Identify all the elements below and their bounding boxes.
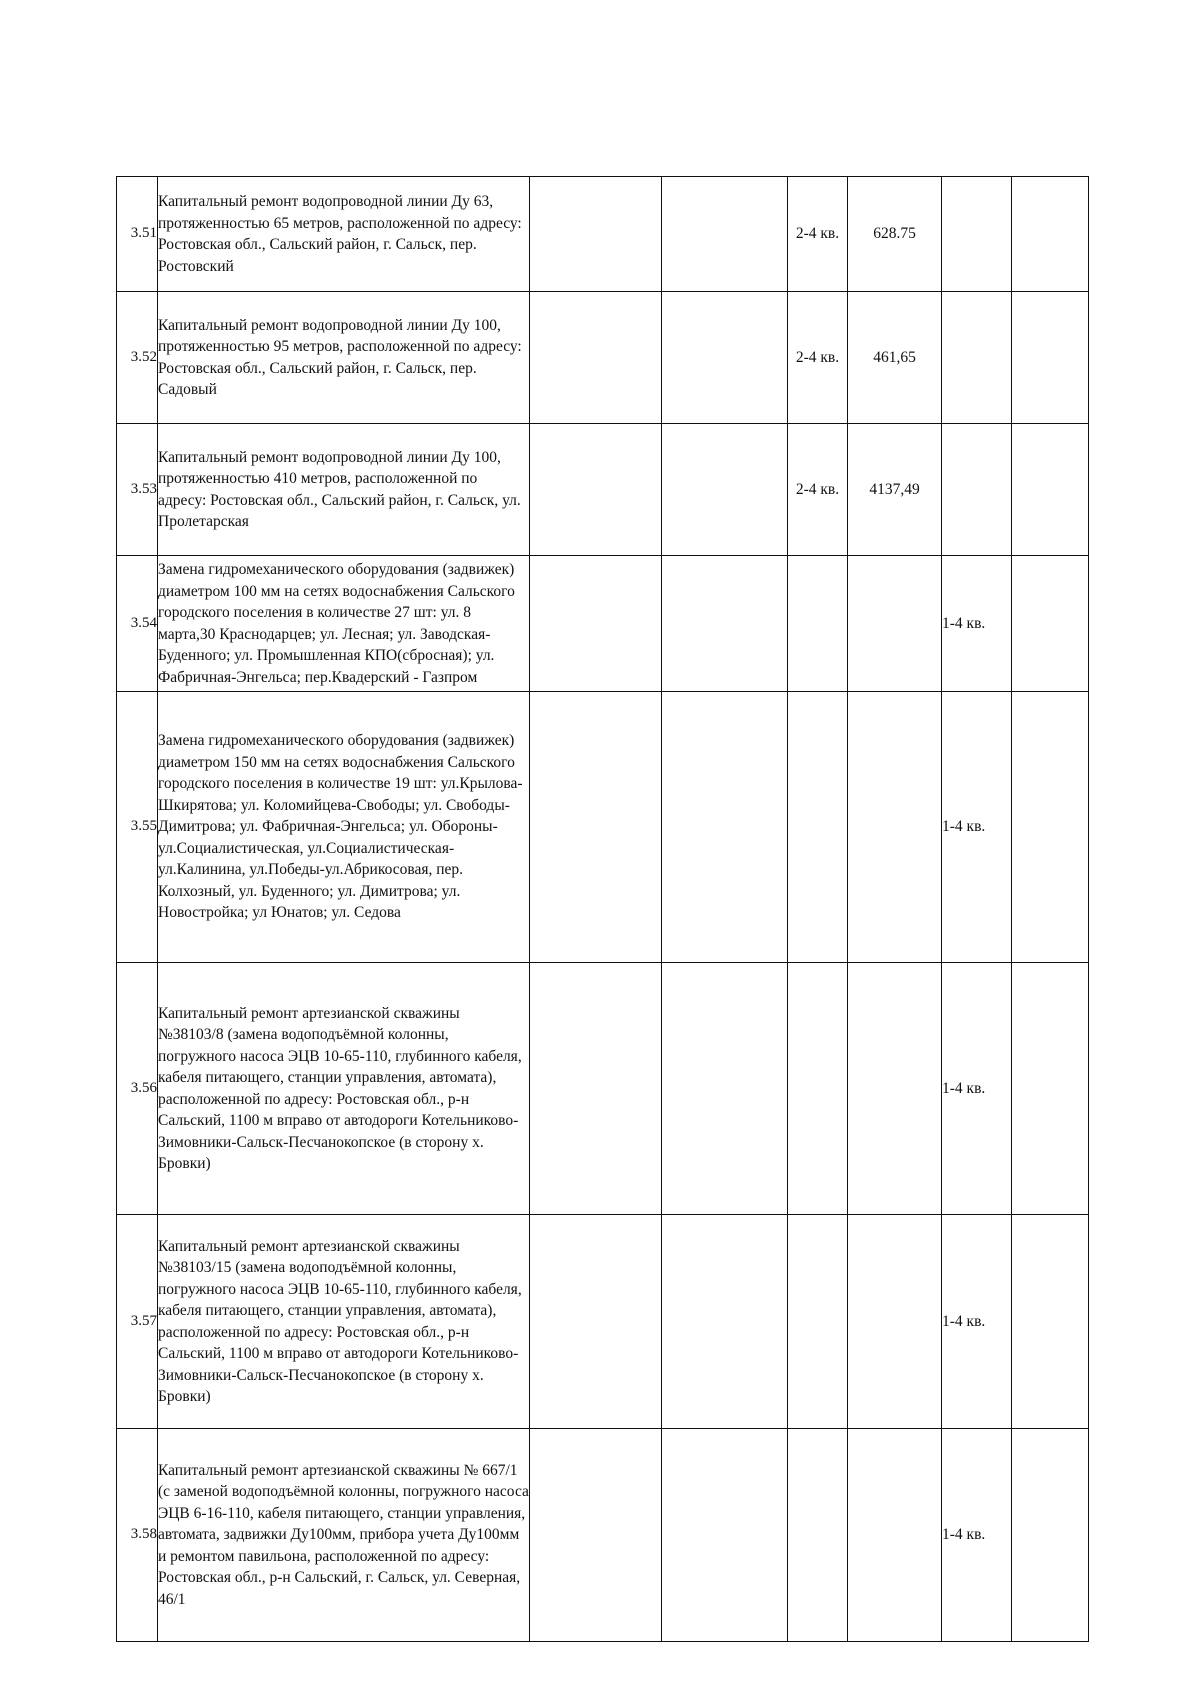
empty-cell bbox=[530, 556, 662, 692]
empty-cell bbox=[530, 1215, 662, 1429]
row-number: 3.54 bbox=[117, 556, 158, 692]
period2-cell: 1-4 кв. bbox=[942, 1429, 1012, 1642]
empty-cell bbox=[662, 556, 788, 692]
row-number: 3.53 bbox=[117, 424, 158, 556]
empty-cell bbox=[1012, 692, 1089, 963]
empty-cell bbox=[1012, 292, 1089, 424]
row-number: 3.56 bbox=[117, 963, 158, 1215]
amount-cell: 461,65 bbox=[848, 292, 942, 424]
work-description-cell bbox=[158, 556, 530, 692]
period-cell: 2-4 кв. bbox=[788, 177, 848, 292]
empty-cell bbox=[1012, 963, 1089, 1215]
empty-cell bbox=[530, 177, 662, 292]
row-number: 3.51 bbox=[117, 177, 158, 292]
empty-cell bbox=[530, 963, 662, 1215]
table-row bbox=[117, 424, 1089, 556]
period-cell bbox=[788, 1429, 848, 1642]
clipped-text-wrapper bbox=[158, 557, 529, 691]
empty-cell bbox=[1012, 177, 1089, 292]
amount-cell: 4137,49 bbox=[848, 424, 942, 556]
empty-cell bbox=[530, 692, 662, 963]
work-description: Капитальный ремонт артезианской скважины №38103/15 (замена водоподъёмной колонны, погружного насоса ЭЦВ 10-65-110, глубинного кабеля, кабеля питающего, станции управления, автомата), расположенной по адресу: Ростовская обл., р-н Сальский, 1100 м вправо от автодороги Котельниково-Зимовники-Сальск-Песчанокопское (в сторону х. Бровки) bbox=[158, 1215, 530, 1429]
amount-cell: 628.75 bbox=[848, 177, 942, 292]
empty-cell bbox=[662, 177, 788, 292]
work-description: Замена гидромеханического оборудования (задвижек) диаметром 100 мм на сетях водоснабжения Сальского городского поселения в количестве 27 шт: ул. 8 марта,30 Краснодарцев; ул. Лесная; ул. Заводская-Буденного; ул. Промышленная КПО(сбросная); ул. Фабричная-Энгельса; пер.Квадерский - Газпром bbox=[158, 561, 515, 686]
amount-cell bbox=[848, 692, 942, 963]
period2-cell: 1-4 кв. bbox=[942, 1215, 1012, 1429]
table-row bbox=[117, 177, 1089, 292]
empty-cell bbox=[1012, 1215, 1089, 1429]
row-number: 3.52 bbox=[117, 292, 158, 424]
period2-cell bbox=[942, 177, 1012, 292]
period-cell: 2-4 кв. bbox=[788, 292, 848, 424]
period2-cell: 1-4 кв. bbox=[942, 692, 1012, 963]
work-description: Капитальный ремонт артезианской скважины № 667/1 (с заменой водоподъёмной колонны, погружного насоса ЭЦВ 6-16-110, кабеля питающего, станции управления, автомата, задвижки Ду100мм, прибора учета Ду100мм и ремонтом павильона, расположенной по адресу: Ростовская обл., р-н Сальский, г. Сальск, ул. Северная, 46/1 bbox=[158, 1429, 530, 1642]
amount-cell bbox=[848, 1215, 942, 1429]
work-description: Капитальный ремонт водопроводной линии Ду 63, протяженностью 65 метров, расположенной по адресу: Ростовская обл., Сальский район, г. Сальск, пер. Ростовский bbox=[158, 177, 530, 292]
empty-cell bbox=[662, 1429, 788, 1642]
table-row bbox=[117, 1429, 1089, 1642]
amount-cell bbox=[848, 1429, 942, 1642]
row-number: 3.57 bbox=[117, 1215, 158, 1429]
period-cell bbox=[788, 1215, 848, 1429]
table-row bbox=[117, 963, 1089, 1215]
empty-cell bbox=[662, 692, 788, 963]
empty-cell bbox=[530, 424, 662, 556]
empty-cell bbox=[1012, 424, 1089, 556]
work-description: Капитальный ремонт водопроводной линии Ду 100, протяженностью 95 метров, расположенной по адресу: Ростовская обл., Сальский район, г. Сальск, пер. Садовый bbox=[158, 292, 530, 424]
empty-cell bbox=[662, 1215, 788, 1429]
period2-cell: 1-4 кв. bbox=[942, 556, 1012, 692]
period2-cell bbox=[942, 424, 1012, 556]
period-cell: 2-4 кв. bbox=[788, 424, 848, 556]
table-row bbox=[117, 556, 1089, 692]
period-cell bbox=[788, 963, 848, 1215]
table-row bbox=[117, 692, 1089, 963]
amount-cell bbox=[848, 556, 942, 692]
row-number: 3.58 bbox=[117, 1429, 158, 1642]
period-cell bbox=[788, 692, 848, 963]
period2-cell: 1-4 кв. bbox=[942, 963, 1012, 1215]
table-row bbox=[117, 292, 1089, 424]
period-cell bbox=[788, 556, 848, 692]
empty-cell bbox=[1012, 1429, 1089, 1642]
period2-cell bbox=[942, 292, 1012, 424]
empty-cell bbox=[530, 1429, 662, 1642]
amount-cell bbox=[848, 963, 942, 1215]
empty-cell bbox=[662, 292, 788, 424]
empty-cell bbox=[1012, 556, 1089, 692]
empty-cell bbox=[662, 963, 788, 1215]
row-number: 3.55 bbox=[117, 692, 158, 963]
work-description: Капитальный ремонт артезианской скважины №38103/8 (замена водоподъёмной колонны, погружного насоса ЭЦВ 10-65-110, глубинного кабеля, кабеля питающего, станции управления, автомата), расположенной по адресу: Ростовская обл., р-н Сальский, 1100 м вправо от автодороги Котельниково-Зимовники-Сальск-Песчанокопское (в сторону х. Бровки) bbox=[158, 963, 530, 1215]
table-row bbox=[117, 1215, 1089, 1429]
work-description: Капитальный ремонт водопроводной линии Ду 100, протяженностью 410 метров, расположенной по адресу: Ростовская обл., Сальский район, г. Сальск, ул. Пролетарская bbox=[158, 424, 530, 556]
empty-cell bbox=[662, 424, 788, 556]
work-description: Замена гидромеханического оборудования (задвижек) диаметром 150 мм на сетях водоснабжения Сальского городского поселения в количестве 19 шт: ул.Крылова-Шкирятова; ул. Коломийцева-Свободы; ул. Свободы-Димитрова; ул. Фабричная-Энгельса; ул. Обороны-ул.Социалистическая, ул.Социалистическая-ул.Калинина, ул.Победы-ул.Абрикосовая, пер. Колхозный, ул. Буденного; ул. Димитрова; ул. Новостройка; ул Юнатов; ул. Седова bbox=[158, 692, 530, 963]
works-table bbox=[116, 176, 1089, 1642]
empty-cell bbox=[530, 292, 662, 424]
